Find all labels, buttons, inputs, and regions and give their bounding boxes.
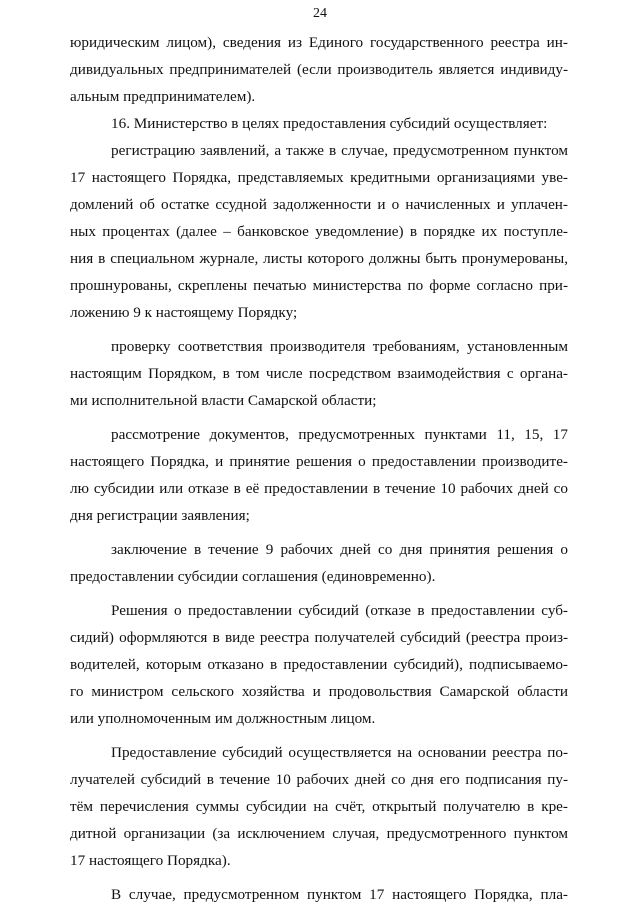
- text-line: настоящим Порядком, в том числе посредством взаимодействия с органа-: [70, 365, 568, 382]
- page-number: 24: [313, 6, 327, 21]
- text-line: регистрацию заявлений, а также в случае, предусмотренном пунктом: [111, 142, 568, 159]
- text-line: дитной организации (за исключением случая, предусмотренного пунктом: [70, 825, 568, 842]
- text-line: 17 настоящего Порядка, представляемых кредитными организациями уве-: [70, 169, 568, 186]
- text-line: прошнурованы, скреплены печатью министерства по форме согласно при-: [70, 277, 568, 294]
- text-line: заключение в течение 9 рабочих дней со дня принятия решения о: [111, 541, 568, 558]
- text-line: юридическим лицом), сведения из Единого государственного реестра ин-: [70, 34, 568, 51]
- text-line: предоставлении субсидии соглашения (единовременно).: [70, 568, 436, 585]
- text-line: В случае, предусмотренном пунктом 17 настоящего Порядка, пла-: [111, 886, 568, 903]
- document-body: [70, 29, 568, 908]
- text-line: ния в специальном журнале, листы которого должны быть пронумерованы,: [70, 250, 568, 267]
- text-line: ложению 9 к настоящему Порядку;: [70, 304, 298, 321]
- text-line: настоящего Порядка, и принятие решения о предоставлении производите-: [70, 453, 568, 470]
- text-line: го министром сельского хозяйства и продовольствия Самарской области: [70, 683, 568, 700]
- text-line: сидий) оформляются в виде реестра получателей субсидий (реестра произ-: [70, 629, 568, 646]
- text-line: ми исполнительной власти Самарской области;: [70, 392, 377, 409]
- text-line: лю субсидии или отказе в её предоставлении в течение 10 рабочих дней со: [70, 480, 568, 497]
- text-line: водителей, которым отказано в предоставлении субсидий), подписываемо-: [70, 656, 568, 673]
- paragraph-registration: [70, 137, 568, 326]
- paragraph-provision: [70, 739, 568, 874]
- text-line: 16. Министерство в целях предоставления субсидий осуществляет:: [111, 115, 548, 132]
- paragraph-16-heading: [70, 110, 568, 137]
- text-line: альным предпринимателем).: [70, 88, 256, 105]
- text-line: проверку соответствия производителя требованиям, установленным: [111, 338, 568, 355]
- text-line: домлений об остатке ссудной задолженности и о начисленных и уплачен-: [70, 196, 568, 213]
- paragraph-case-17: [70, 881, 568, 908]
- text-line: 17 настоящего Порядка).: [70, 852, 231, 869]
- text-line: рассмотрение документов, предусмотренных пунктами 11, 15, 17: [111, 426, 568, 443]
- text-line: дня регистрации заявления;: [70, 507, 250, 524]
- text-line: ных процентах (далее – банковское уведомление) в порядке их поступле-: [70, 223, 568, 240]
- paragraph-agreement: [70, 536, 568, 590]
- text-line: тём перечисления суммы субсидии на счёт, открытый получателю в кре-: [70, 798, 568, 815]
- paragraph-review: [70, 421, 568, 529]
- text-line: или уполномоченным им должностным лицом.: [70, 710, 376, 727]
- text-line: лучателей субсидий в течение 10 рабочих дней со дня его подписания пу-: [70, 771, 568, 788]
- text-line: Предоставление субсидий осуществляется на основании реестра по-: [111, 744, 568, 761]
- paragraph-verification: [70, 333, 568, 414]
- text-line: дивидуальных предпринимателей (если производитель является индивиду-: [70, 61, 568, 78]
- text-line: Решения о предоставлении субсидий (отказе в предоставлении суб-: [111, 602, 568, 619]
- paragraph-continuation: [70, 29, 568, 110]
- paragraph-decisions: [70, 597, 568, 732]
